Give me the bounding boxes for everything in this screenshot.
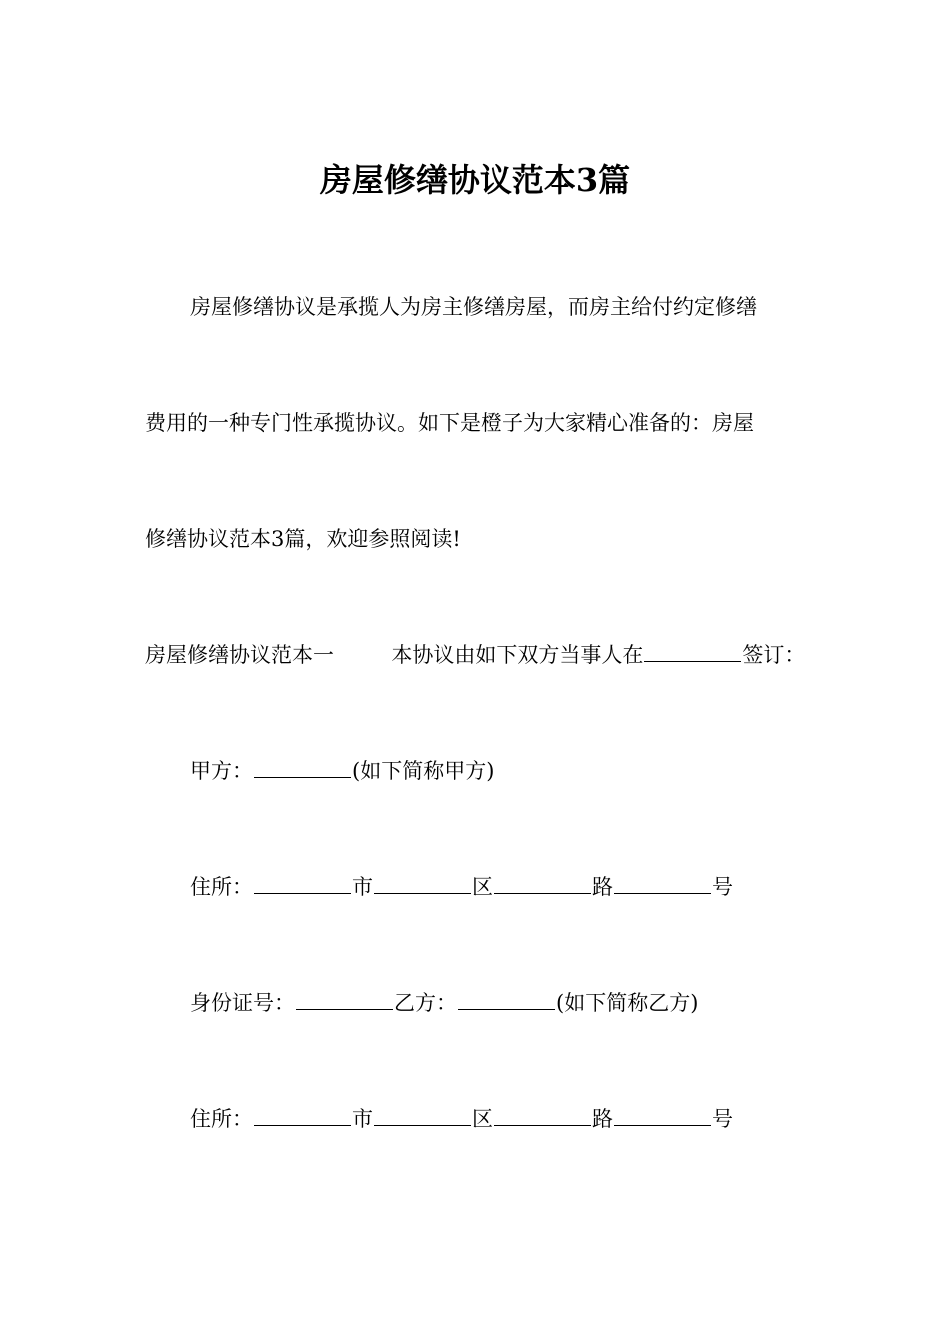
address-b-city-blank[interactable] [254, 1107, 351, 1126]
party-a-suffix: (如下简称甲方) [352, 759, 495, 783]
address-b-label: 住所： [190, 1107, 253, 1131]
address-b-district: 区 [472, 1107, 493, 1131]
address-a-number-blank[interactable] [614, 875, 711, 894]
sign-place-blank[interactable] [644, 643, 741, 662]
address-a-road: 路 [592, 875, 613, 899]
id-number-blank[interactable] [296, 991, 393, 1010]
party-a-label: 甲方： [190, 759, 253, 783]
intro-line-2: 费用的一种专门性承揽协议。如下是橙子为大家精心准备的：房屋 [145, 411, 754, 435]
document-title: 房屋修缮协议范本3篇 [319, 161, 631, 199]
address-b-line [190, 1103, 733, 1135]
sign-prefix: 本协议由如下双方当事人在 [391, 643, 644, 667]
address-a-district-blank[interactable] [374, 875, 471, 894]
address-a-district: 区 [472, 875, 493, 899]
sign-suffix: 签订： [742, 643, 806, 667]
party-b-blank[interactable] [458, 991, 555, 1010]
section-one-heading: 房屋修缮协议范本一 [145, 643, 334, 667]
address-a-number: 号 [712, 875, 733, 899]
party-b-suffix: (如下简称乙方) [556, 991, 699, 1015]
address-a-line [190, 871, 733, 903]
address-b-number-blank[interactable] [614, 1107, 711, 1126]
id-label: 身份证号： [190, 991, 295, 1015]
section-one-line [145, 639, 805, 671]
address-b-road: 路 [592, 1107, 613, 1131]
address-a-label: 住所： [190, 875, 253, 899]
party-a-blank[interactable] [254, 759, 351, 778]
address-b-road-blank[interactable] [494, 1107, 591, 1126]
intro-line-3: 修缮协议范本3篇，欢迎参照阅读! [145, 527, 461, 551]
address-a-road-blank[interactable] [494, 875, 591, 894]
address-a-city-blank[interactable] [254, 875, 351, 894]
address-b-number: 号 [712, 1107, 733, 1131]
address-b-district-blank[interactable] [374, 1107, 471, 1126]
intro-line-1: 房屋修缮协议是承揽人为房主修缮房屋，而房主给付约定修缮 [190, 295, 757, 319]
id-line [190, 987, 698, 1019]
address-b-city: 市 [352, 1107, 373, 1131]
address-a-city: 市 [352, 875, 373, 899]
party-b-label: 乙方： [394, 991, 457, 1015]
party-a-line [190, 755, 494, 787]
